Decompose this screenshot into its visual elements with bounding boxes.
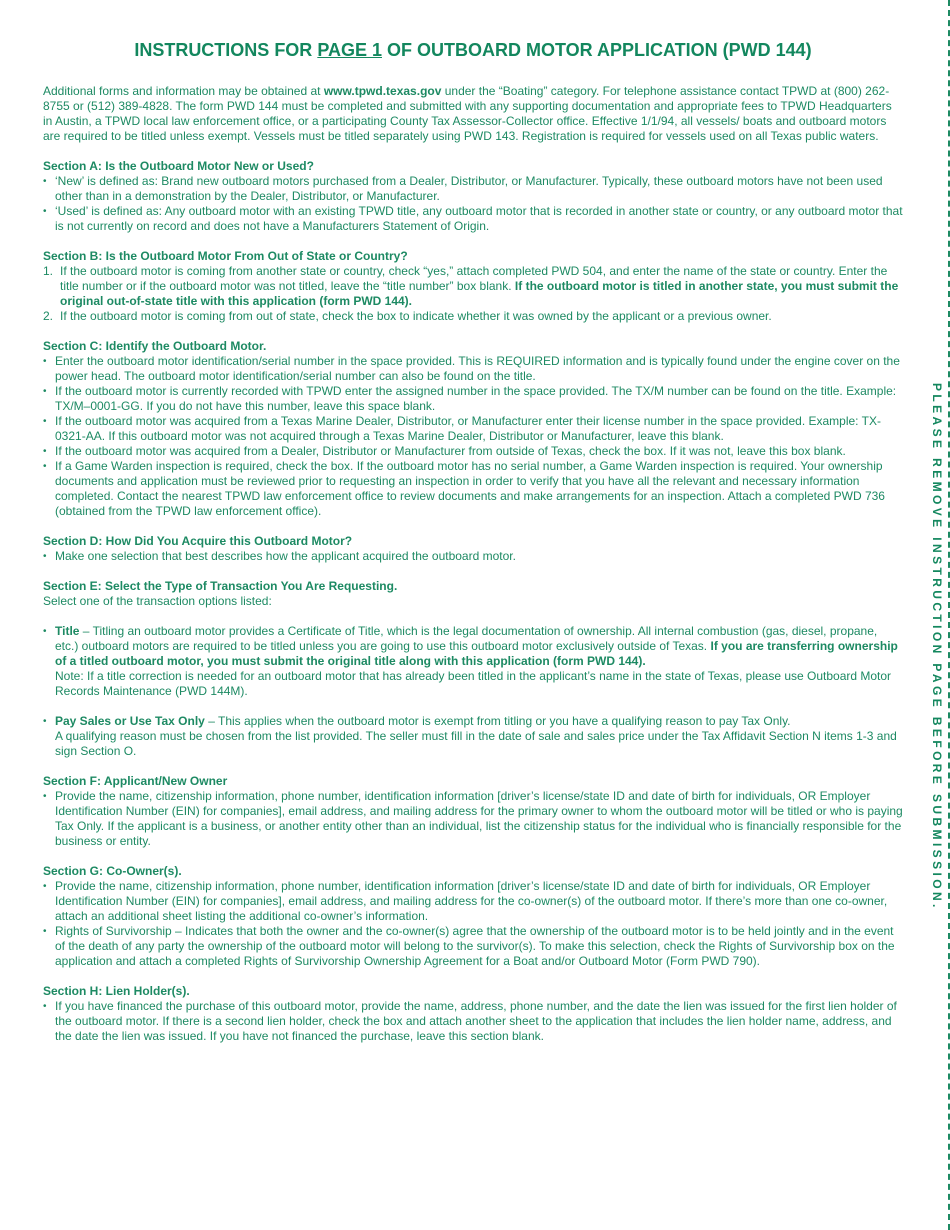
section-a	[43, 159, 903, 234]
section-d-title: Section D: How Did You Acquire this Outboard Motor?	[43, 534, 353, 548]
list-item: • If you have financed the purchase of this outboard motor, provide the name, address, phone number, and the date the lien was issued for the first lien holder of the outboard motor. If there is a second lien holder, check the box and attach another sheet to the application that includes the lien holder name, address, and the date the lien was issued. If you have not financed the purchase, leave this section blank.	[43, 999, 903, 1044]
list-item: 2. If the outboard motor is coming from out of state, check the box to indicate whether it was owned by the applicant or a previous owner.	[43, 309, 772, 323]
list-item: 1. If the outboard motor is coming from another state or country, check “yes,” attach completed PWD 504, and enter the name of the state or country. Enter the title number or if the outboard motor was not titled, leave the “title number” box blank. If the outboard motor is titled in another state, you must submit the original out-of-state title with this application (form PWD 144).	[43, 264, 899, 308]
section-b-title: Section B: Is the Outboard Motor From Out of State or Country?	[43, 249, 408, 263]
section-c	[43, 339, 903, 519]
section-d	[43, 534, 903, 564]
page-title-underlined: PAGE 1	[317, 40, 382, 60]
section-c-title: Section C: Identify the Outboard Motor.	[43, 339, 267, 353]
section-f-title: Section F: Applicant/New Owner	[43, 774, 228, 788]
section-a-title: Section A: Is the Outboard Motor New or Used?	[43, 159, 314, 173]
section-e-title: Section E: Select the Type of Transaction You Are Requesting.	[43, 579, 398, 593]
list-item-tax-option: • Pay Sales or Use Tax Only – This applies when the outboard motor is exempt from titling or you have a qualifying reason to pay Tax Only. A qualifying reason must be chosen from the list provided. The seller must fill in the date of sale and sales price under the Tax Affidavit Section N items 1-3 and sign Section O.	[43, 714, 903, 759]
section-h	[43, 984, 903, 1044]
list-item: • ‘Used’ is defined as: Any outboard motor with an existing TPWD title, any outboard motor that is recorded in another state or country, or any outboard motor that is not currently on record and does not have a Manufacturers Statement of Origin.	[43, 204, 903, 234]
website-link[interactable]: www.tpwd.texas.gov	[323, 84, 442, 98]
intro-paragraph: Additional forms and information may be obtained at www.tpwd.texas.gov under the “Boating” category. For telephone assistance contact TPWD at (800) 262-8755 or (512) 389-4828. The form PWD 144 must be completed and submitted with any supporting documentation and appropriate fees to TPWD Headquarters in Austin, a TPWD local law enforcement office, or a participating County Tax Assessor-Collector office. Effective 1/1/94, all vessels/ boats and outboard motors are required to be titled unless exempt. Vessels must be titled separately using PWD 143. Registration is required for vessels used on all Texas public waters.	[43, 84, 892, 143]
list-item: • Rights of Survivorship – Indicates that both the owner and the co-owner(s) agree that the ownership of the outboard motor is to be held jointly and in the event of the death of any party the ownership of the outboard motor will belong to the survivor(s). To make this selection, check the Rights of Survivorship box on the application and attach a completed Rights of Survivorship Ownership Agreement for a Boat and/or Outboard Motor (Form PWD 790).	[43, 924, 903, 969]
section-e	[43, 579, 903, 759]
list-item: • If a Game Warden inspection is required, check the box. If the outboard motor has no serial number, a Game Warden inspection is required. Your ownership documents and application must be reviewed prior to requesting an inspection in order to verify that you have all the relevant and necessary information completed. Contact the nearest TPWD law enforcement office to review documents and make arrangements for an inspection. Attach a completed PWD 736 (obtained from the TPWD law enforcement office).	[43, 459, 903, 519]
list-item: • If the outboard motor was acquired from a Texas Marine Dealer, Distributor, or Manufacturer enter their license number in the space provided. Example: TX-0321-AA. If this outboard motor was not acquired through a Texas Marine Dealer, Distributor or Manufacturer, leave this blank.	[43, 414, 903, 444]
section-g-title: Section G: Co-Owner(s).	[43, 864, 182, 878]
page-title: INSTRUCTIONS FOR PAGE 1 OF OUTBOARD MOTOR APPLICATION (PWD 144)	[134, 40, 812, 60]
list-item: • Make one selection that best describes how the applicant acquired the outboard motor.	[43, 549, 903, 564]
section-e-subtitle: Select one of the transaction options listed:	[43, 594, 272, 608]
section-b	[43, 249, 903, 324]
section-h-title: Section H: Lien Holder(s).	[43, 984, 190, 998]
list-item-title-option: • Title – Titling an outboard motor provides a Certificate of Title, which is the legal documentation of ownership. All internal combustion (gas, diesel, propane, etc.) outboard motors are required to be titled unless you are going to use this outboard motor exclusively outside of Texas. If you are transferring ownership of a titled outboard motor, you must submit the original title along with this application (form PWD 144). Note: If a title correction is needed for an outboard motor that has already been titled in the applicant’s name in the state of Texas, please use Outboard Motor Records Maintenance (PWD 144M).	[43, 624, 903, 699]
list-item: • Enter the outboard motor identification/serial number in the space provided. This is REQUIRED information and is typically found under the engine cover on the power head. The outboard motor identification/serial number can also be found on the title.	[43, 354, 903, 384]
instructions-page	[43, 38, 903, 1044]
list-item: • Provide the name, citizenship information, phone number, identification information [driver’s license/state ID and date of birth for individuals, OR Employer Identification Number (EIN) for companies], email address, and mailing address for the co-owner(s) of the outboard motor. If there’s more than one co-owner, attach an additional sheet listing the additional co-owner’s information.	[43, 879, 903, 924]
list-item: • If the outboard motor is currently recorded with TPWD enter the assigned number in the space provided. The TX/M number can be found on the title. Example: TX/M–0001-GG. If you do not have this number, leave this space blank.	[43, 384, 903, 414]
list-item: • Provide the name, citizenship information, phone number, identification information [driver’s license/state ID and date of birth for individuals, OR Employer Identification Number (EIN) for companies], email address, and mailing address for the primary owner to whom the outboard motor will be titled or who is paying Tax Only. If the applicant is a business, or another entity other than an individual, list the citizenship status for the individual who is financially responsible for the business or entity.	[43, 789, 903, 849]
section-f	[43, 774, 903, 849]
section-g	[43, 864, 903, 969]
list-item: • If the outboard motor was acquired from a Dealer, Distributor or Manufacturer from outside of Texas, check the box. If it was not, leave this box blank.	[43, 444, 903, 459]
remove-page-notice: PLEASE REMOVE INSTRUCTION PAGE BEFORE SUBMISSION.	[930, 383, 944, 911]
list-item: • ‘New’ is defined as: Brand new outboard motors purchased from a Dealer, Distributor, or Manufacturer. Typically, these outboard motors have not been used other than in a demonstration by the Dealer, Distributor, or Manufacturer.	[43, 174, 903, 204]
